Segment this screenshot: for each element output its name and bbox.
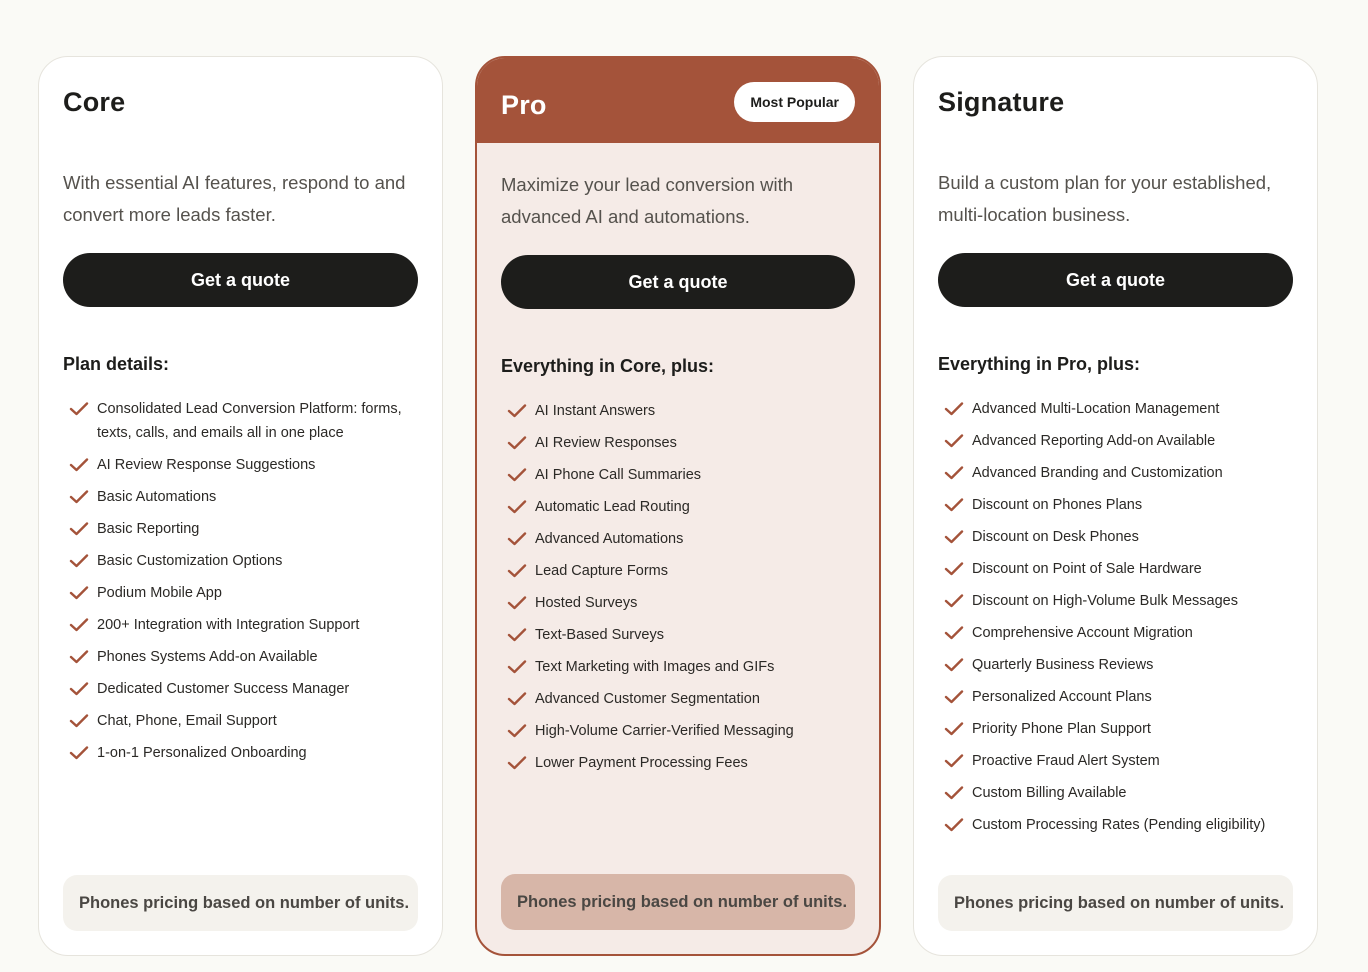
- check-icon: [69, 490, 89, 504]
- get-quote-button[interactable]: Get a quote: [63, 253, 418, 307]
- feature-item: [507, 399, 857, 423]
- check-icon: [69, 682, 89, 696]
- feature-label: AI Instant Answers: [535, 403, 656, 419]
- feature-item: [507, 623, 857, 647]
- plan-card-pro: [475, 56, 881, 956]
- feature-label: Discount on Point of Sale Hardware: [972, 561, 1202, 577]
- feature-label: Proactive Fraud Alert System: [972, 753, 1160, 769]
- feature-label: Advanced Multi-Location Management: [972, 401, 1220, 417]
- feature-item: [507, 591, 857, 615]
- check-icon: [69, 714, 89, 728]
- feature-label: Podium Mobile App: [97, 585, 222, 601]
- feature-label: Discount on Desk Phones: [972, 529, 1139, 545]
- feature-label: Automatic Lead Routing: [535, 499, 690, 515]
- feature-item: [69, 453, 419, 477]
- feature-item: [69, 741, 419, 765]
- check-icon: [944, 498, 964, 512]
- feature-label: 1-on-1 Personalized Onboarding: [97, 745, 307, 761]
- feature-item: [69, 613, 419, 637]
- check-icon: [944, 434, 964, 448]
- feature-item: [944, 557, 1294, 581]
- features-heading: Everything in Core, plus:: [501, 356, 715, 376]
- feature-label: Custom Processing Rates (Pending eligibility): [972, 817, 1266, 833]
- feature-label: Discount on High-Volume Bulk Messages: [972, 593, 1238, 609]
- check-icon: [944, 754, 964, 768]
- feature-label: Basic Automations: [97, 489, 217, 505]
- plan-name: Pro: [501, 90, 547, 120]
- pricing-note: Phones pricing based on number of units.: [501, 874, 855, 930]
- check-icon: [944, 626, 964, 640]
- check-icon: [507, 628, 527, 642]
- check-icon: [944, 402, 964, 416]
- feature-item: [944, 589, 1294, 613]
- check-icon: [69, 586, 89, 600]
- feature-label: Comprehensive Account Migration: [972, 625, 1193, 641]
- feature-list: [507, 399, 857, 783]
- feature-label: AI Phone Call Summaries: [535, 467, 702, 483]
- check-icon: [944, 658, 964, 672]
- feature-item: [944, 461, 1294, 485]
- feature-item: [944, 397, 1294, 421]
- feature-item: [69, 485, 419, 509]
- feature-item: [944, 813, 1294, 837]
- feature-item: [69, 645, 419, 669]
- pricing-note: Phones pricing based on number of units.: [938, 875, 1293, 931]
- feature-label: Basic Reporting: [97, 521, 200, 537]
- pricing-note: Phones pricing based on number of units.: [63, 875, 418, 931]
- plan-description: Build a custom plan for your established, multi-location business.: [938, 172, 1272, 225]
- features-heading: Plan details:: [63, 354, 170, 374]
- feature-item: [69, 581, 419, 605]
- feature-item: [507, 495, 857, 519]
- feature-item: [944, 749, 1294, 773]
- feature-item: [944, 653, 1294, 677]
- plan-card-core: [38, 56, 443, 956]
- check-icon: [507, 660, 527, 674]
- feature-label: Chat, Phone, Email Support: [97, 713, 277, 729]
- feature-item: [944, 429, 1294, 453]
- feature-label: High-Volume Carrier-Verified Messaging: [535, 723, 794, 739]
- check-icon: [507, 436, 527, 450]
- check-icon: [507, 468, 527, 482]
- feature-label: Personalized Account Plans: [972, 689, 1152, 705]
- features-heading: Everything in Pro, plus:: [938, 354, 1141, 374]
- check-icon: [507, 756, 527, 770]
- feature-label: Custom Billing Available: [972, 785, 1127, 801]
- plan-name: Signature: [938, 87, 1065, 117]
- feature-item: [69, 517, 419, 541]
- check-icon: [507, 404, 527, 418]
- check-icon: [69, 522, 89, 536]
- feature-item: [69, 709, 419, 733]
- feature-label: Quarterly Business Reviews: [972, 657, 1154, 673]
- check-icon: [944, 818, 964, 832]
- feature-label: Text-Based Surveys: [535, 627, 664, 643]
- check-icon: [69, 402, 89, 416]
- check-icon: [944, 690, 964, 704]
- feature-label: Advanced Reporting Add-on Available: [972, 433, 1216, 449]
- check-icon: [507, 692, 527, 706]
- feature-item: [69, 549, 419, 573]
- feature-label: Text Marketing with Images and GIFs: [535, 659, 775, 675]
- feature-label: Advanced Automations: [535, 531, 684, 547]
- most-popular-badge: Most Popular: [734, 82, 855, 122]
- feature-item: [944, 621, 1294, 645]
- feature-item: [69, 397, 419, 445]
- feature-label: Phones Systems Add-on Available: [97, 649, 318, 665]
- plan-description: Maximize your lead conversion with advanced AI and automations.: [501, 174, 794, 227]
- check-icon: [944, 594, 964, 608]
- feature-label: Lead Capture Forms: [535, 563, 668, 579]
- plan-description: With essential AI features, respond to and convert more leads faster.: [63, 172, 406, 225]
- check-icon: [944, 722, 964, 736]
- feature-label: Consolidated Lead Conversion Platform: forms, texts, calls, and emails all in one place: [97, 401, 402, 441]
- check-icon: [944, 786, 964, 800]
- check-icon: [69, 554, 89, 568]
- feature-item: [69, 677, 419, 701]
- feature-item: [507, 559, 857, 583]
- feature-item: [507, 751, 857, 775]
- check-icon: [69, 618, 89, 632]
- feature-label: Lower Payment Processing Fees: [535, 755, 748, 771]
- feature-label: Discount on Phones Plans: [972, 497, 1143, 513]
- feature-item: [944, 781, 1294, 805]
- feature-list: [69, 397, 419, 773]
- check-icon: [69, 746, 89, 760]
- feature-label: Priority Phone Plan Support: [972, 721, 1151, 737]
- check-icon: [944, 562, 964, 576]
- check-icon: [69, 650, 89, 664]
- feature-item: [507, 431, 857, 455]
- check-icon: [944, 466, 964, 480]
- get-quote-button[interactable]: Get a quote: [938, 253, 1293, 307]
- check-icon: [507, 724, 527, 738]
- check-icon: [507, 564, 527, 578]
- feature-label: Basic Customization Options: [97, 553, 283, 569]
- feature-item: [944, 493, 1294, 517]
- check-icon: [507, 532, 527, 546]
- feature-item: [507, 687, 857, 711]
- check-icon: [944, 530, 964, 544]
- plan-card-signature: [913, 56, 1318, 956]
- feature-label: Advanced Branding and Customization: [972, 465, 1223, 481]
- feature-item: [944, 525, 1294, 549]
- feature-label: Advanced Customer Segmentation: [535, 691, 760, 707]
- feature-item: [507, 463, 857, 487]
- feature-item: [944, 685, 1294, 709]
- feature-label: Dedicated Customer Success Manager: [97, 681, 350, 697]
- check-icon: [69, 458, 89, 472]
- feature-label: AI Review Response Suggestions: [97, 457, 316, 473]
- feature-item: [944, 717, 1294, 741]
- feature-item: [507, 655, 857, 679]
- feature-label: Hosted Surveys: [535, 595, 638, 611]
- feature-item: [507, 719, 857, 743]
- feature-item: [507, 527, 857, 551]
- check-icon: [507, 596, 527, 610]
- plan-name: Core: [63, 87, 126, 117]
- check-icon: [507, 500, 527, 514]
- feature-list: [944, 397, 1294, 845]
- get-quote-button[interactable]: Get a quote: [501, 255, 855, 309]
- feature-label: AI Review Responses: [535, 435, 677, 451]
- feature-label: 200+ Integration with Integration Support: [97, 617, 360, 633]
